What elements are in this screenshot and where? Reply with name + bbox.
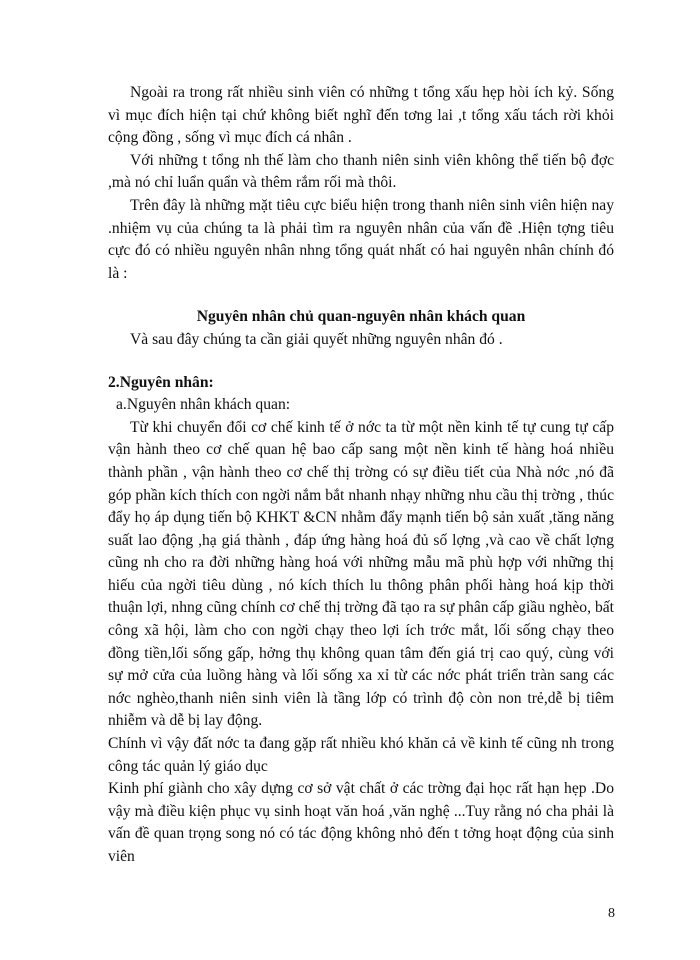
section-title: 2.Nguyên nhân: [108,373,214,391]
document-body [108,82,614,869]
after-heading-paragraph: Và sau đây chúng ta cần giải quyết những nguyên nhân đó . [130,330,503,348]
subsection-title: a.Nguyên nhân khách quan: [116,396,291,414]
intro-paragraph-3: Trên đây là những mặt tiêu cực biểu hiện trong thanh niên sinh viên hiện nay .nhiệm vụ của chúng ta là phải tìm ra nguyên nhân của vấn đề .Hiện tợng tiêu cực đó có nhiều nguyên nhân nhng tổng quát nhất có hai nguyên nhân chính đó là : [108,196,614,282]
plain-paragraph-2: Kinh phí giành cho xây dựng cơ sở vật chất ở các trờng đại học rất hạn hẹp .Do vậy mà điều kiện phục vụ sinh hoạt văn hoá ,văn nghệ ...Tuy rằng nó cha phải là vấn đề quan trọng song nó có tác động không nhỏ đến t tởng hoạt động của sinh viên [108,780,614,865]
intro-paragraph-1: Ngoài ra trong rất nhiều sinh viên có những t tổng xấu hẹp hòi ích kỷ. Sống vì mục đích hiện tại chứ không biết nghĩ đến tơng lai ,t tổng xấu tách rời khỏi cộng đồng , sống vì mục đích cá nhân . [108,84,614,147]
center-heading: Nguyên nhân chủ quan-nguyên nhân khách quan [196,308,526,326]
intro-paragraph-2: Với những t tổng nh thế làm cho thanh niên sinh viên không thể tiến bộ đợc ,mà nó chỉ luẩn quẩn và thêm rắm rối mà thôi. [108,151,614,192]
page-number: 8 [608,906,615,921]
body-paragraph-1: Từ khi chuyển đổi cơ chế kinh tế ở nớc ta từ một nền kinh tế tự cung tự cấp vận hành theo cơ chế quan hệ bao cấp sang một nền kinh tế hàng hoá nhiều thành phần , vận hành theo cơ chế thị trờng có sự điều tiết của Nhà nớc ,nó đã góp phần kích thích con ngời nắm bắt nhanh nhạy những nhu cầu thị trờng , thúc đẩy họ áp dụng tiến bộ KHKT &CN nhằm đẩy mạnh tiến bộ sản xuất ,tăng năng suất lao động ,hạ giá thành , đáp ứng hàng hoá đủ số lợng ,và cao về chất lợng cũng nh cho ra đời những hàng hoá với những mẫu mã phù hợp với những thị hiếu của ngời tiêu dùng , nó kích thích lu thông phân phối hàng hoá kịp thời thuận lợi, nhng cũng chính cơ chế thị trờng đã tạo ra sự phân cấp giầu nghèo, bất công xã hội, làm cho con ngời chạy theo lợi ích trớc mắt, lối sống chạy theo đồng tiền,lối sống gấp, hởng thụ không quan tâm đến giá trị cao quý, cùng với sự mở cửa của luồng hàng và lối sống xa xỉ từ các nớc phát triển tràn sang các nớc nghèo,thanh niên sinh viên là tầng lớp có trình độ còn non trẻ,dễ bị tiêm nhiễm và dễ bị lay động. [108,418,614,730]
plain-paragraph-1: Chính vì vậy đất nớc ta đang gặp rất nhiều khó khăn cả về kinh tế cũng nh trong công tác quản lý giáo dục [108,735,614,775]
